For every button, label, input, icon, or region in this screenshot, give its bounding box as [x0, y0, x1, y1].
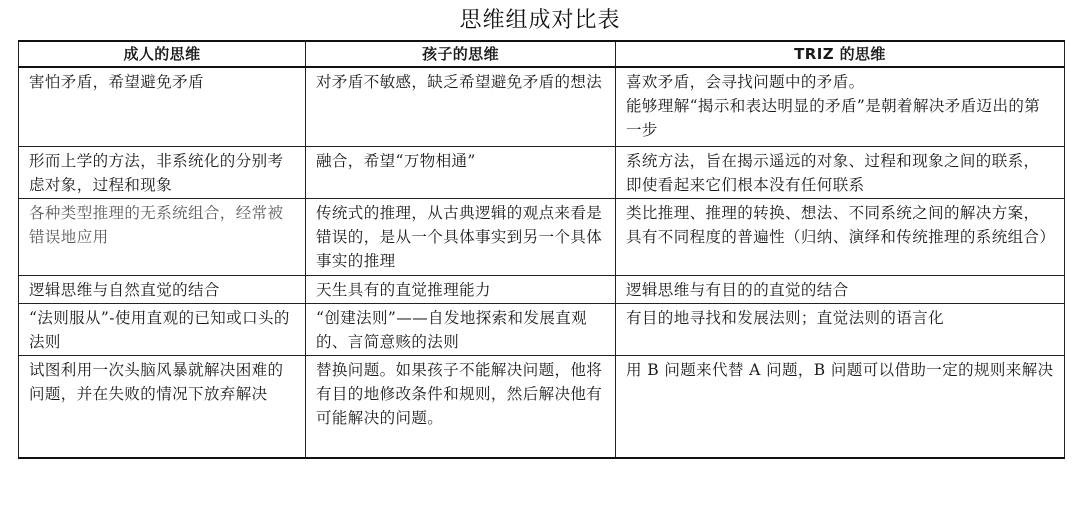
cell-adult: 害怕矛盾，希望避免矛盾 [19, 67, 306, 147]
cell-adult: 各种类型推理的无系统组合，经常被错误地应用 [19, 199, 306, 276]
cell-triz: 系统方法，旨在揭示遥远的对象、过程和现象之间的联系，即使看起来它们根本没有任何联系 [616, 147, 1065, 199]
cell-adult: 形而上学的方法，非系统化的分别考虑对象，过程和现象 [19, 147, 306, 199]
header-child-thinking: 孩子的思维 [306, 41, 616, 67]
table-row [19, 147, 1065, 199]
cell-child: “创建法则”——自发地探索和发展直观的、言简意赅的法则 [306, 304, 616, 356]
cell-triz [616, 67, 1065, 147]
cell-triz-line: 喜欢矛盾，会寻找问题中的矛盾。 [626, 73, 865, 91]
table-row [19, 199, 1065, 276]
cell-child: 对矛盾不敏感，缺乏希望避免矛盾的想法 [306, 67, 616, 147]
table-row [19, 67, 1065, 147]
cell-triz: 逻辑思维与有目的的直觉的结合 [616, 276, 1065, 304]
table-row [19, 276, 1065, 304]
cell-child: 融合，希望“万物相通” [306, 147, 616, 199]
header-triz-thinking: TRIZ 的思维 [616, 41, 1065, 67]
cell-child: 天生具有的直觉推理能力 [306, 276, 616, 304]
header-adult-thinking: 成人的思维 [19, 41, 306, 67]
cell-child: 传统式的推理，从古典逻辑的观点来看是错误的，是从一个具体事实到另一个具体事实的推理 [306, 199, 616, 276]
comparison-table [18, 40, 1065, 459]
table-row [19, 304, 1065, 356]
cell-adult: 逻辑思维与自然直觉的结合 [19, 276, 306, 304]
cell-triz: 类比推理、推理的转换、想法、不同系统之间的解决方案，具有不同程度的普遍性（归纳、演绎和传统推理的系统组合） [616, 199, 1065, 276]
cell-adult: 试图利用一次头脑风暴就解决困难的问题，并在失败的情况下放弃解决 [19, 356, 306, 459]
cell-adult: “法则服从”-使用直观的已知或口头的法则 [19, 304, 306, 356]
cell-child: 替换问题。如果孩子不能解决问题，他将有目的地修改条件和规则，然后解决他有可能解决的问题。 [306, 356, 616, 459]
table-row [19, 356, 1065, 459]
page-title: 思维组成对比表 [459, 8, 621, 33]
table-header-row [19, 41, 1065, 67]
cell-triz: 用 B 问题来代替 A 问题，B 问题可以借助一定的规则来解决 [616, 356, 1065, 459]
cell-triz: 有目的地寻找和发展法则；直觉法则的语言化 [616, 304, 1065, 356]
cell-triz-line: 能够理解“揭示和表达明显的矛盾”是朝着解决矛盾迈出的第一步 [626, 97, 1041, 139]
